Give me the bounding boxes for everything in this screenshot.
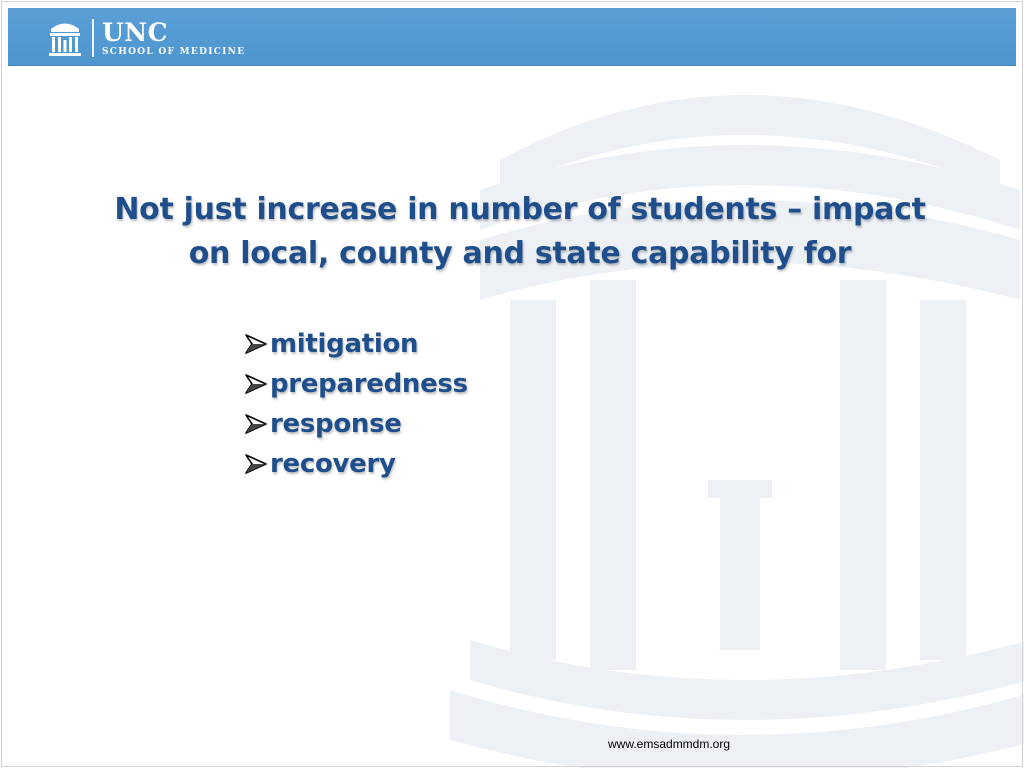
logo-name: UNC	[102, 17, 169, 47]
arrow-bullet-icon	[244, 333, 268, 355]
bullet-item-mitigation	[244, 324, 468, 364]
old-well-watermark-icon	[440, 40, 1024, 768]
header-bar	[8, 8, 1016, 66]
logo-text	[102, 17, 246, 57]
bullet-item-preparedness	[244, 364, 468, 404]
bullet-label: response	[270, 409, 402, 439]
arrow-bullet-icon	[244, 373, 268, 395]
bullet-label: preparedness	[270, 369, 468, 399]
logo-subtitle: SCHOOL OF MEDICINE	[102, 46, 246, 57]
arrow-bullet-icon	[244, 413, 268, 435]
unc-logo	[48, 16, 245, 60]
footer-url: www.emsadmmdm.org	[608, 737, 731, 751]
bullet-list	[244, 324, 468, 484]
bullet-label: mitigation	[270, 329, 419, 359]
slide-title	[60, 188, 980, 276]
old-well-logo-icon	[48, 18, 82, 58]
slide-title-line-2: on local, county and state capability for	[188, 236, 852, 271]
bullet-label: recovery	[270, 449, 396, 479]
slide-title-line-1: Not just increase in number of students – impact	[114, 192, 926, 227]
arrow-bullet-icon	[244, 453, 268, 475]
logo-divider	[92, 19, 94, 57]
bullet-item-response	[244, 404, 468, 444]
bullet-item-recovery	[244, 444, 468, 484]
